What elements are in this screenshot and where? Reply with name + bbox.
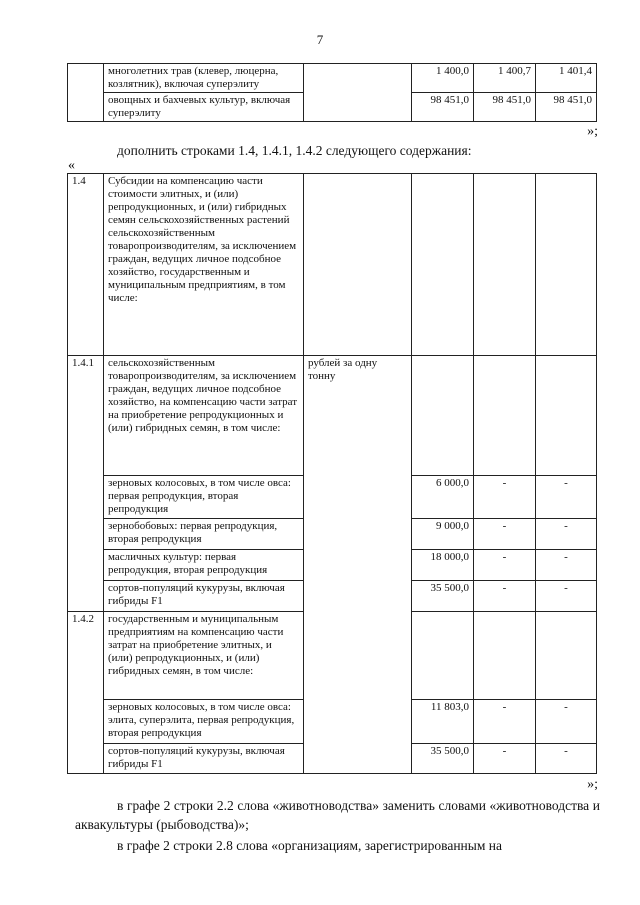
- unit-cell: [304, 174, 412, 356]
- amendment-paragraph: в графе 2 строки 2.8 слова «организациям, зарегистрированным на: [117, 838, 502, 853]
- opening-quote: «: [68, 158, 75, 173]
- value-cell: 98 451,0: [536, 93, 597, 122]
- value-cell: [474, 174, 536, 356]
- inserted-rows-table: [67, 173, 597, 774]
- value-cell: 98 451,0: [412, 93, 474, 122]
- value-cell: 1 400,0: [412, 64, 474, 93]
- row-code: 1.4.2: [68, 612, 104, 774]
- row-text: Субсидии на компенсацию части стоимости элитных, и (или) репродукционных, и (или) гибридных семян сельскохозяйственных растений сельскохозяйственным товаропроизводителям, за исключением граждан, ведущих личное подсобное хозяйство, государственным и муниципальным предприятиям, в том числе:: [104, 174, 304, 356]
- row-text: многолетних трав (клевер, люцерна, козлятник), включая суперэлиту: [104, 64, 304, 93]
- value-cell: [536, 612, 597, 700]
- value-cell: [474, 356, 536, 476]
- value-cell: -: [536, 744, 597, 774]
- row-text: сортов-популяций кукурузы, включая гибриды F1: [104, 581, 304, 612]
- value-cell: 1 400,7: [474, 64, 536, 93]
- continued-table: [67, 63, 597, 122]
- row-code: 1.4: [68, 174, 104, 356]
- value-cell: 35 500,0: [412, 744, 474, 774]
- value-cell: [474, 612, 536, 700]
- row-code: 1.4.1: [68, 356, 104, 612]
- code-cell: [68, 64, 104, 122]
- value-cell: -: [474, 744, 536, 774]
- value-cell: -: [474, 550, 536, 581]
- value-cell: -: [536, 550, 597, 581]
- value-cell: -: [474, 700, 536, 744]
- value-cell: 98 451,0: [474, 93, 536, 122]
- table-row: [68, 64, 597, 93]
- value-cell: 1 401,4: [536, 64, 597, 93]
- value-cell: -: [536, 476, 597, 519]
- row-text: сельскохозяйственным товаропроизводителям, за исключением граждан, ведущих личное подсобное хозяйство, на компенсацию части затрат на приобретение репродукционных и (или) гибридных семян, в том числе:: [104, 356, 304, 476]
- table-row: [68, 174, 597, 356]
- value-cell: -: [474, 476, 536, 519]
- value-cell: -: [474, 519, 536, 550]
- amendment-paragraph: в графе 2 строки 2.2 слова «животноводства» заменить словами «животноводства и аквакультуры (рыбоводства)»;: [75, 798, 600, 832]
- value-cell: 35 500,0: [412, 581, 474, 612]
- value-cell: [536, 356, 597, 476]
- value-cell: [536, 174, 597, 356]
- table-row: [68, 356, 597, 476]
- value-cell: [412, 612, 474, 700]
- closing-quote: »;: [587, 777, 598, 792]
- value-cell: 9 000,0: [412, 519, 474, 550]
- closing-quote: »;: [587, 124, 598, 139]
- value-cell: 18 000,0: [412, 550, 474, 581]
- value-cell: -: [536, 581, 597, 612]
- row-text: масличных культур: первая репродукция, вторая репродукция: [104, 550, 304, 581]
- row-text: зерновых колосовых, в том числе овса: первая репродукция, вторая репродукция: [104, 476, 304, 519]
- row-text: овощных и бахчевых культур, включая суперэлиту: [104, 93, 304, 122]
- row-text: зерновых колосовых, в том числе овса: элита, суперэлита, первая репродукция, вторая репродукция: [104, 700, 304, 744]
- row-text: зернобобовых: первая репродукция, вторая репродукция: [104, 519, 304, 550]
- row-text: сортов-популяций кукурузы, включая гибриды F1: [104, 744, 304, 774]
- value-cell: -: [474, 581, 536, 612]
- unit-cell: рублей за одну тонну: [304, 356, 412, 774]
- value-cell: 6 000,0: [412, 476, 474, 519]
- value-cell: -: [536, 519, 597, 550]
- unit-cell: [304, 64, 412, 122]
- instruction-text: дополнить строками 1.4, 1.4.1, 1.4.2 следующего содержания:: [117, 143, 472, 158]
- value-cell: [412, 174, 474, 356]
- value-cell: -: [536, 700, 597, 744]
- value-cell: [412, 356, 474, 476]
- page-number: 7: [316, 32, 324, 47]
- row-text: государственным и муниципальным предприятиям на компенсацию части затрат на приобретение элитных, и (или) репродукционных, и (или) гибридных семян, в том числе:: [104, 612, 304, 700]
- value-cell: 11 803,0: [412, 700, 474, 744]
